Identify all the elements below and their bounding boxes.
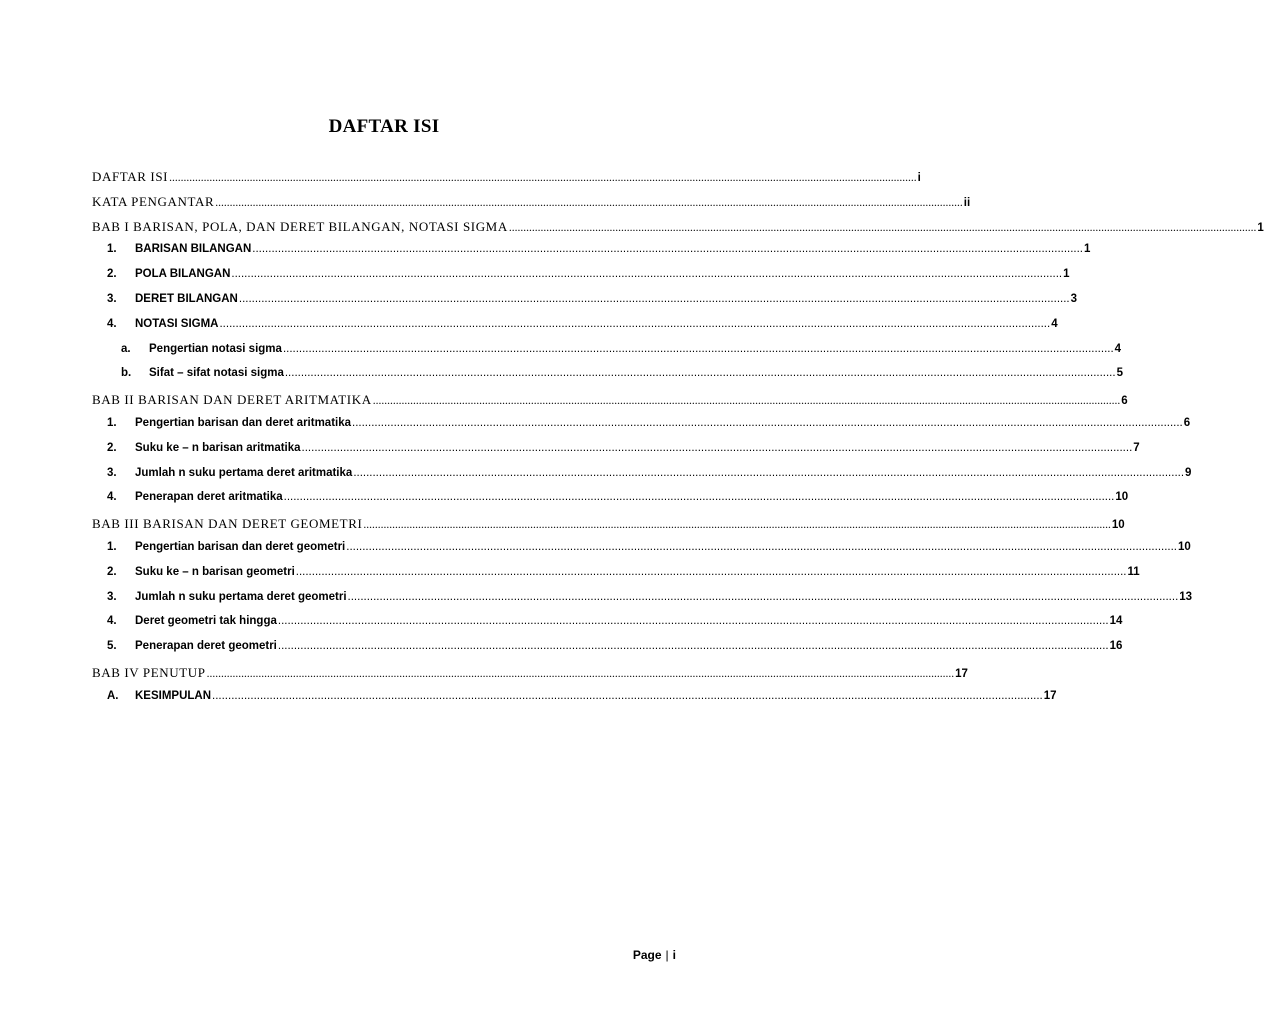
toc-entry-page: ii: [963, 196, 971, 209]
dot-leader: ....................................................................................................................................................................................................................................................................: [212, 689, 1043, 702]
toc-entry-number: 1.: [107, 540, 117, 553]
dot-leader: ....................................................................................................................................................................................................................................................................: [277, 640, 1109, 653]
toc-entry[interactable]: [92, 342, 1122, 368]
toc-entry-number: 2.: [107, 565, 117, 578]
toc-entry-page: 4: [1051, 317, 1058, 330]
toc-entry-number: 1.: [107, 416, 117, 429]
toc-entry[interactable]: [92, 416, 1191, 442]
toc-entry-title: BAB IV PENUTUP: [92, 664, 206, 680]
toc-entry-number: 4.: [107, 317, 117, 330]
toc-entry-page: 4: [1114, 342, 1122, 355]
toc-entry[interactable]: [92, 218, 1264, 244]
toc-entry[interactable]: [92, 169, 921, 194]
toc-entry[interactable]: [92, 367, 1123, 392]
dot-leader: ....................................................................................................................................................................................................................................................................: [363, 519, 1111, 532]
page-title: DAFTAR ISI: [328, 116, 440, 137]
toc-entry[interactable]: [92, 392, 1128, 417]
toc-entry[interactable]: [92, 491, 1129, 516]
toc-entry-title: Deret geometri tak hingga: [135, 615, 277, 628]
footer-separator: |: [665, 948, 669, 962]
toc-entry-page: 17: [1043, 689, 1057, 702]
toc-entry[interactable]: [92, 590, 1193, 616]
toc-entry[interactable]: [92, 615, 1123, 640]
dot-leader: ....................................................................................................................................................................................................................................................................: [295, 565, 1127, 578]
dot-leader: ....................................................................................................................................................................................................................................................................: [238, 292, 1070, 305]
toc-entry-number: 3.: [107, 292, 117, 305]
toc-entry-title: NOTASI SIGMA: [135, 317, 219, 330]
toc-entry-page: i: [917, 172, 921, 184]
toc-entry-number: 2.: [107, 268, 117, 281]
toc-entry-page: 10: [1111, 519, 1125, 532]
toc-entry-number: 1.: [107, 243, 117, 256]
toc-entry[interactable]: [92, 317, 1058, 343]
toc-entry-number: 3.: [107, 590, 117, 603]
dot-leader: ....................................................................................................................................................................................................................................................................: [301, 441, 1133, 454]
toc-entry-number: 4.: [107, 491, 117, 504]
toc-entry-page: 17: [955, 667, 968, 680]
toc-entry-page: 13: [1179, 590, 1193, 603]
toc-entry[interactable]: [92, 664, 968, 690]
toc-entry-page: 1: [1257, 221, 1264, 234]
dot-leader: ....................................................................................................................................................................................................................................................................: [277, 615, 1109, 628]
toc-entry[interactable]: [92, 565, 1140, 591]
toc-entry-title: Pengertian notasi sigma: [149, 342, 282, 355]
toc-entry-title: DERET BILANGAN: [135, 292, 238, 305]
toc-entry[interactable]: [92, 516, 1125, 541]
toc-entry[interactable]: [92, 292, 1077, 318]
toc-entry-title: Jumlah n suku pertama deret aritmatika: [135, 466, 353, 479]
toc-entry-page: 14: [1109, 615, 1123, 628]
toc-entry-title: BAB III BARISAN DAN DERET GEOMETRI: [92, 516, 363, 532]
toc-entry-title: Sifat – sifat notasi sigma: [149, 367, 284, 380]
toc-entry-title: BAB II BARISAN DAN DERET ARITMATIKA: [92, 392, 372, 408]
footer-label: Page: [632, 948, 662, 962]
toc-entry-title: Pengertian barisan dan deret aritmatika: [135, 416, 352, 429]
toc-entry-number: 4.: [107, 615, 117, 628]
dot-leader: ....................................................................................................................................................................................................................................................................: [169, 172, 917, 184]
toc-entry-title: Penerapan deret geometri: [135, 640, 277, 653]
toc-entry-title: KATA PENGANTAR: [92, 193, 215, 209]
footer-page-number: i: [672, 948, 676, 962]
dot-leader: ....................................................................................................................................................................................................................................................................: [353, 466, 1185, 479]
toc-entry-page: 10: [1177, 540, 1191, 553]
toc-entry-title: POLA BILANGAN: [135, 268, 231, 281]
toc-entry-page: 6: [1121, 395, 1128, 408]
toc-entry-title: BAB I BARISAN, POLA, DAN DERET BILANGAN, NOTASI SIGMA: [92, 218, 508, 234]
toc-entry-page: 6: [1183, 416, 1191, 429]
page-footer: [633, 948, 676, 962]
toc-entry[interactable]: [92, 268, 1070, 293]
dot-leader: ....................................................................................................................................................................................................................................................................: [231, 268, 1063, 281]
dot-leader: ....................................................................................................................................................................................................................................................................: [283, 491, 1115, 504]
toc-entry-number: 5.: [107, 640, 117, 653]
dot-leader: ....................................................................................................................................................................................................................................................................: [508, 221, 1257, 234]
dot-leader: ....................................................................................................................................................................................................................................................................: [206, 667, 955, 680]
dot-leader: ....................................................................................................................................................................................................................................................................: [372, 395, 1121, 408]
dot-leader: ....................................................................................................................................................................................................................................................................: [282, 342, 1114, 355]
toc-entry-page: 5: [1116, 367, 1123, 380]
toc-entry[interactable]: [92, 243, 1091, 268]
toc-entry-title: Jumlah n suku pertama deret geometri: [135, 590, 347, 603]
toc-entry-title: DAFTAR ISI: [92, 169, 169, 184]
toc-entry-title: Suku ke – n barisan geometri: [135, 565, 295, 578]
toc-entry-page: 10: [1115, 491, 1129, 504]
toc-entry-page: 3: [1070, 292, 1077, 305]
toc-entry[interactable]: [92, 193, 971, 219]
dot-leader: ....................................................................................................................................................................................................................................................................: [347, 590, 1179, 603]
toc-entry-page: 1: [1084, 243, 1091, 256]
toc-entry-page: 16: [1109, 640, 1123, 653]
dot-leader: ....................................................................................................................................................................................................................................................................: [352, 416, 1183, 429]
toc-entry-title: KESIMPULAN: [135, 689, 212, 702]
toc-entry[interactable]: [92, 640, 1123, 665]
toc-entry-page: 7: [1133, 441, 1140, 454]
dot-leader: ....................................................................................................................................................................................................................................................................: [284, 367, 1116, 380]
toc-entry[interactable]: [92, 689, 1057, 715]
toc-entry-title: Penerapan deret aritmatika: [135, 491, 283, 504]
toc-entry-number: 2.: [107, 441, 117, 454]
toc-entry-number: b.: [121, 367, 132, 380]
toc-entry[interactable]: [92, 540, 1191, 566]
dot-leader: ....................................................................................................................................................................................................................................................................: [219, 317, 1051, 330]
dot-leader: ....................................................................................................................................................................................................................................................................: [346, 540, 1177, 553]
toc-entry-number: 3.: [107, 466, 117, 479]
toc-entry-number: A.: [107, 689, 119, 702]
table-of-contents: [92, 169, 1264, 715]
toc-entry-title: Suku ke – n barisan aritmatika: [135, 441, 301, 454]
toc-entry-page: 1: [1063, 268, 1070, 281]
toc-entry-page: 11: [1127, 565, 1140, 578]
toc-entry-number: a.: [121, 342, 131, 355]
toc-entry-title: BARISAN BILANGAN: [135, 243, 252, 256]
toc-entry[interactable]: [92, 441, 1140, 467]
toc-entry-title: Pengertian barisan dan deret geometri: [135, 540, 346, 553]
dot-leader: ....................................................................................................................................................................................................................................................................: [215, 196, 963, 209]
dot-leader: ....................................................................................................................................................................................................................................................................: [252, 243, 1083, 256]
toc-entry[interactable]: [92, 466, 1192, 492]
toc-entry-page: 9: [1185, 466, 1192, 479]
